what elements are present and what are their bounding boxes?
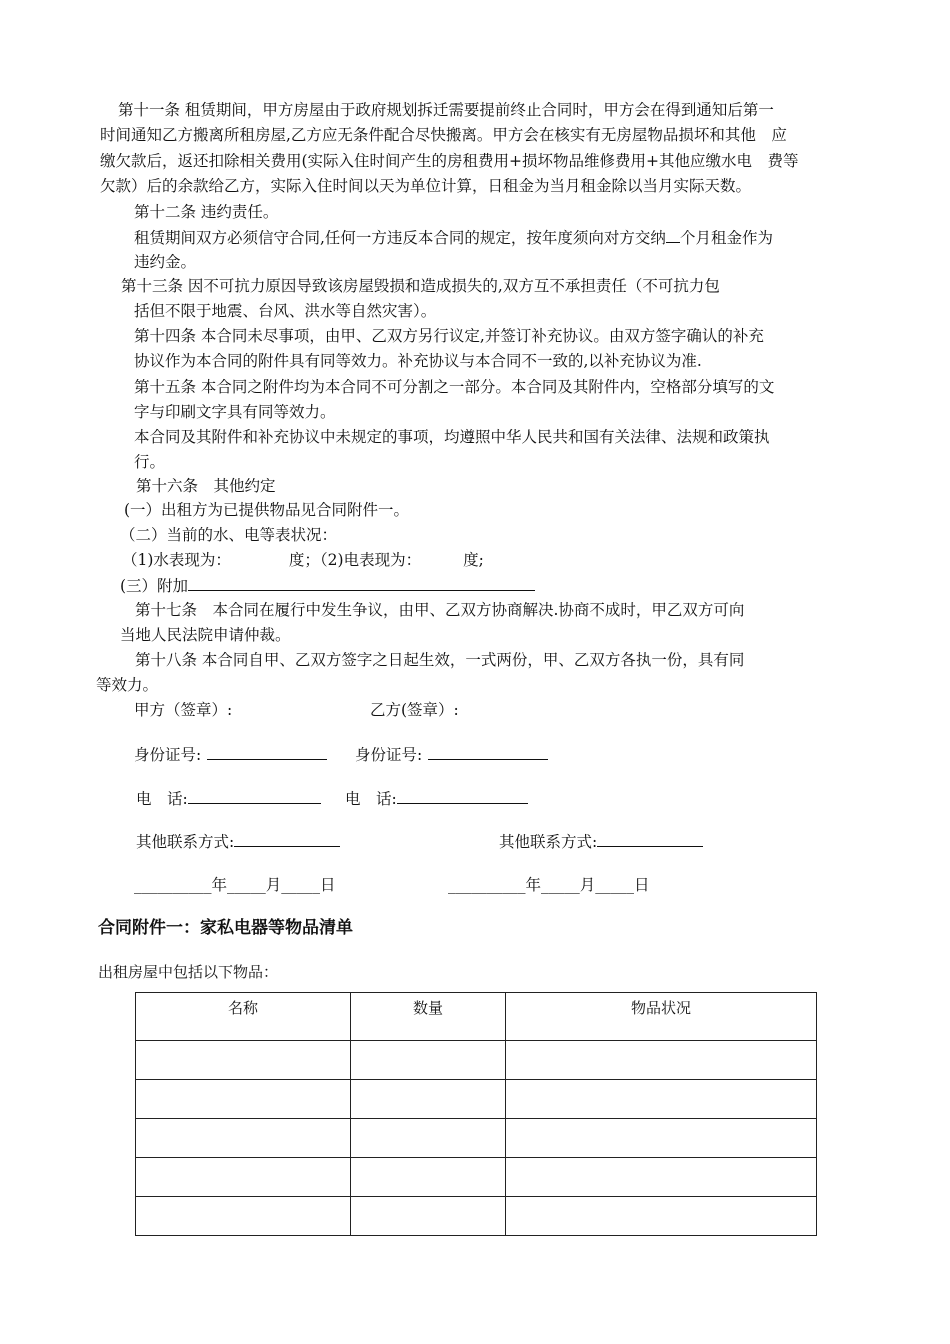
party-a-id-row <box>134 744 327 765</box>
table-cell[interactable] <box>351 1197 506 1236</box>
party-b-contact-row <box>499 831 703 852</box>
article-16-item-4 <box>120 575 535 596</box>
table-cell[interactable] <box>351 1158 506 1197</box>
party-b-seal-label: 乙方(签章）: <box>370 701 459 719</box>
water-meter-label: （1)水表现为： <box>122 551 231 569</box>
table-cell[interactable] <box>351 1119 506 1158</box>
table-cell[interactable] <box>136 1041 351 1080</box>
column-condition-header: 物品状况 <box>506 993 817 1041</box>
article-15-line-1: 第十五条 本合同之附件均为本合同不可分割之一部分。本合同及其附件内，空格部分填写的文 <box>134 378 775 396</box>
table-row <box>136 1158 817 1197</box>
article-11-line-3: 缴欠款后，返还扣除相关费用(实际入住时间产生的房租费用+损坏物品维修费用+其他应缴水电 费等 <box>100 152 799 170</box>
party-b-phone-field[interactable] <box>397 788 528 804</box>
party-b-phone-label: 电 话: <box>345 790 397 808</box>
additional-blank[interactable] <box>188 575 535 591</box>
table-cell[interactable] <box>136 1197 351 1236</box>
table-cell[interactable] <box>506 1158 817 1197</box>
party-b-contact-label: 其他联系方式: <box>499 833 598 851</box>
table-cell[interactable] <box>506 1119 817 1158</box>
table-cell[interactable] <box>351 1080 506 1119</box>
table-cell[interactable] <box>506 1080 817 1119</box>
table-row <box>136 1041 817 1080</box>
party-a-id-label: 身份证号: <box>134 746 202 764</box>
article-11-line-4: 欠款）后的余款给乙方，实际入住时间以天为单位计算，日租金为当月租金除以当月实际天数。 <box>100 177 752 195</box>
electric-meter-label: 度；（2)电表现为： <box>288 551 422 569</box>
party-a-contact-field[interactable] <box>234 831 340 847</box>
article-11-line-1: 第十一条 租赁期间，甲方房屋由于政府规划拆迁需要提前终止合同时，甲方会在得到通知后第一 <box>118 101 774 119</box>
table-cell[interactable] <box>351 1041 506 1080</box>
article-12-text-b: 个月租金作为 <box>679 229 773 247</box>
article-16-item-2: （二）当前的水、电等表状况： <box>120 526 338 544</box>
months-blank[interactable] <box>666 227 680 243</box>
items-table <box>135 992 817 1236</box>
party-b-id-field[interactable] <box>428 744 548 760</box>
table-header-row <box>136 993 817 1041</box>
appendix-intro: 出租房屋中包括以下物品： <box>98 963 279 981</box>
article-16-item-3 <box>122 550 484 570</box>
article-18-line-2: 等效力。 <box>96 676 159 694</box>
additional-label: (三）附加 <box>120 577 189 595</box>
party-a-date[interactable]: __________年_____月_____日 <box>134 876 336 894</box>
article-18-line-1: 第十八条 本合同自甲、乙双方签字之日起生效，一式两份，甲、乙双方各执一份，具有同 <box>135 651 745 669</box>
table-cell[interactable] <box>136 1158 351 1197</box>
article-15-line-2: 字与印刷文字具有同等效力。 <box>134 403 336 421</box>
party-a-contact-row <box>136 831 340 852</box>
party-b-contact-field[interactable] <box>597 831 703 847</box>
party-a-id-field[interactable] <box>207 744 327 760</box>
party-b-date[interactable]: __________年_____月_____日 <box>448 876 650 894</box>
column-name-header: 名称 <box>136 993 351 1041</box>
article-17-line-1: 第十七条 本合同在履行中发生争议，由甲、乙双方协商解决.协商不成时，甲乙双方可向 <box>135 601 745 619</box>
article-16-title: 第十六条 其他约定 <box>136 477 276 495</box>
electric-meter-unit: 度; <box>463 551 484 569</box>
article-13-line-2: 括但不限于地震、台风、洪水等自然灾害）。 <box>134 302 437 320</box>
party-b-id-row <box>355 744 548 765</box>
party-a-phone-field[interactable] <box>188 788 321 804</box>
party-a-phone-row <box>136 788 321 809</box>
party-a-contact-label: 其他联系方式: <box>136 833 235 851</box>
party-a-phone-label: 电 话: <box>136 790 188 808</box>
table-row <box>136 1119 817 1158</box>
article-14-line-1: 第十四条 本合同未尽事项，由甲、乙双方另行议定,并签订补充协议。由双方签字确认的补充 <box>134 327 764 345</box>
table-cell[interactable] <box>506 1041 817 1080</box>
article-12-text-a: 租赁期间双方必须信守合同,任何一方违反本合同的规定，按年度须向对方交纳 <box>134 229 666 247</box>
article-15-line-4: 行。 <box>134 453 166 471</box>
party-a-seal-label: 甲方（签章）: <box>134 701 233 719</box>
article-11-line-2: 时间通知乙方搬离所租房屋,乙方应无条件配合尽快搬离。甲方会在核实有无房屋物品损坏和其他 应 <box>100 126 787 144</box>
table-cell[interactable] <box>136 1119 351 1158</box>
article-13-line-1: 第十三条 因不可抗力原因导致该房屋毁损和造成损失的,双方互不承担责任（不可抗力包 <box>121 277 720 295</box>
article-14-line-2: 协议作为本合同的附件具有同等效力。补充协议与本合同不一致的,以补充协议为准. <box>134 352 702 370</box>
article-16-item-1: (一）出租方为已提供物品见合同附件一。 <box>124 501 410 519</box>
table-row <box>136 1197 817 1236</box>
table-cell[interactable] <box>136 1080 351 1119</box>
party-b-id-label: 身份证号: <box>355 746 423 764</box>
table-cell[interactable] <box>506 1197 817 1236</box>
column-quantity-header: 数量 <box>351 993 506 1041</box>
article-17-line-2: 当地人民法院申请仲裁。 <box>120 626 291 644</box>
appendix-heading: 合同附件一：家私电器等物品清单 <box>98 918 353 938</box>
party-b-phone-row <box>345 788 528 809</box>
article-12-line-2: 违约金。 <box>134 253 197 271</box>
table-row <box>136 1080 817 1119</box>
article-12-title: 第十二条 违约责任。 <box>134 203 279 221</box>
article-12-line-1 <box>134 227 773 248</box>
article-15-line-3: 本合同及其附件和补充协议中未规定的事项，均遵照中华人民共和国有关法律、法规和政策执 <box>134 428 770 446</box>
